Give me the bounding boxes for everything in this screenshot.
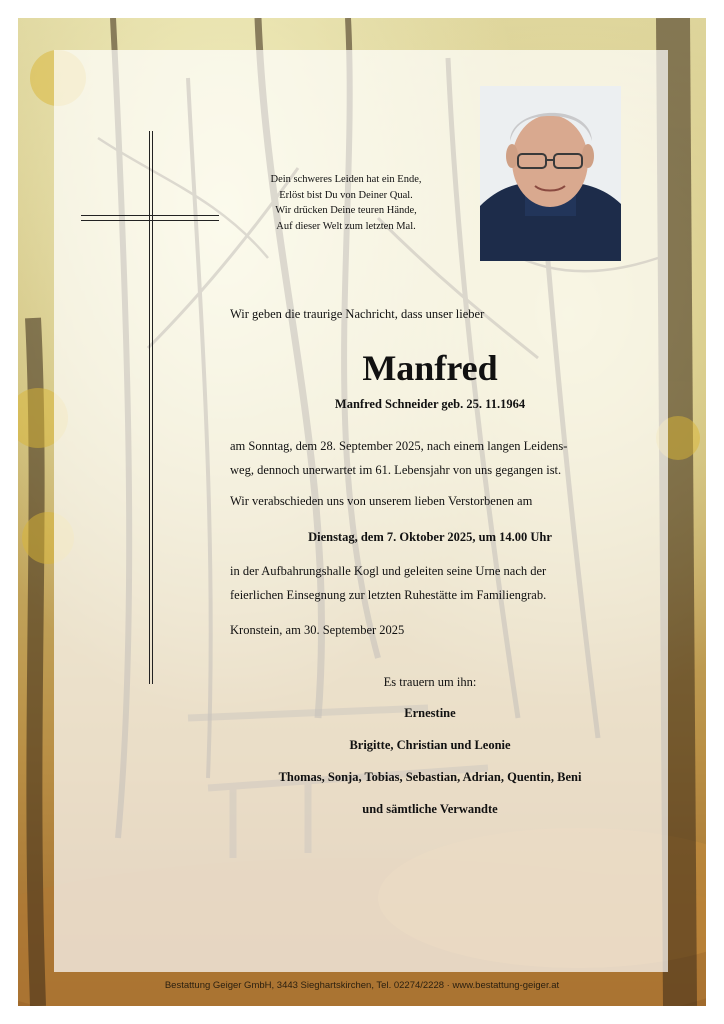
full-name: Manfred Schneider geb. 25. 11.1964	[334, 397, 526, 411]
place-line: feierlichen Einsegnung zur letzten Ruhestätte im Familiengrab.	[230, 588, 547, 602]
place-line: in der Aufbahrungshalle Kogl und geleiten seine Urne nach der	[230, 564, 547, 578]
mourner-line: Ernestine	[404, 706, 456, 720]
place-date: Kronstein, am 30. September 2025	[230, 623, 405, 637]
portrait-photo	[480, 86, 621, 261]
mourners-intro: Es trauern um ihn:	[383, 675, 477, 689]
mourner-line: und sämtliche Verwandte	[362, 802, 498, 816]
mourner-line: Brigitte, Christian und Leonie	[349, 738, 511, 752]
ceremony-place	[230, 559, 630, 607]
poem-line: Dein schweres Leiden hat ein Ende,	[270, 174, 422, 185]
death-line: am Sonntag, dem 28. September 2025, nach einem langen Leidens-	[230, 439, 568, 453]
cross-horizontal	[81, 215, 219, 221]
mourner-line: Thomas, Sonja, Tobias, Sebastian, Adrian, Quentin, Beni	[278, 770, 582, 784]
cross-vertical	[149, 131, 153, 684]
obituary-card	[18, 18, 706, 1006]
death-line: weg, dennoch unerwartet im 61. Lebensjahr von uns gegangen ist.	[230, 463, 562, 477]
footer-text: Bestattung Geiger GmbH, 3443 Sieghartskirchen, Tel. 02274/2228 · www.bestattung-geiger.at	[164, 980, 560, 991]
poem-line: Wir drücken Deine teuren Hände,	[275, 205, 417, 216]
poem-line: Erlöst bist Du von Deiner Qual.	[279, 189, 413, 201]
intro-text: Wir geben die traurige Nachricht, dass unser lieber	[230, 307, 485, 321]
funeral-date: Dienstag, dem 7. Oktober 2025, um 14.00 Uhr	[308, 530, 552, 544]
death-notice	[230, 434, 630, 482]
poem-line: Auf dieser Welt zum letzten Mal.	[276, 220, 416, 232]
farewell-text: Wir verabschieden uns von unserem lieben Verstorbenen am	[230, 494, 533, 508]
deceased-name: Manfred	[362, 348, 498, 388]
poem	[226, 172, 466, 234]
